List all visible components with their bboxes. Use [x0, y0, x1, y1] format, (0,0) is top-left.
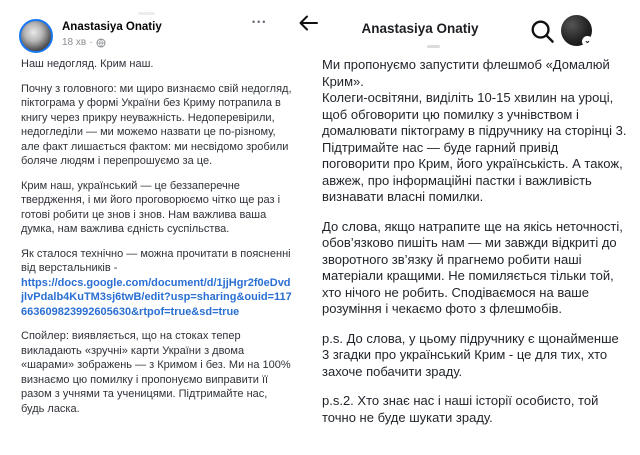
globe-icon — [96, 38, 106, 48]
author-avatar[interactable] — [19, 19, 53, 53]
post-paragraph: Почну з головного: ми щиро визнаємо свій недогляд, піктограма у формі України без Криму потрапила в книгу через прикру неуважність. Недоперевірили, недогледіли — ми можемо назвати це по-різному, але факт лишається фактом: ми несвідомо зробили боляче людям і перепрошуємо за це. — [21, 82, 292, 167]
post-paragraph: До слова, якщо натрапите ще на якісь неточності, обов’язково пишіть нам — ми завжди відкриті до зворотного зв’язку й прагнемо робити наші матеріали кращими. Не помиляється тільки той, хто нічого не робить. Сподіваємося на ваше розуміння і чекаємо фото з флешмобів. — [322, 218, 623, 316]
post-body — [21, 57, 293, 426]
chevron-down-icon: ⌄ — [582, 36, 593, 47]
search-icon[interactable] — [529, 18, 556, 45]
post-card — [0, 0, 300, 455]
post-paragraph: Спойлер: виявляється, що на стоках тепер викладають «зручні» карти України з двома «шарами» зображень — з Кримом і без. Ми на 100% визнаємо цю помилку і пропонуємо виправити її разом з учнями та ученицями. Підтримайте нас, будь ласка. — [21, 330, 291, 415]
scroll-handle — [138, 12, 155, 15]
post-paragraph: p.s. До слова, у цьому підручнику є щонайменше 3 згадки про український Крим - це для тих, хто захоче побачити зраду. — [322, 330, 619, 379]
post-paragraph: Як сталося технічно — можна прочитати в поясненні від верстальників - — [21, 247, 291, 274]
profile-avatar[interactable] — [561, 15, 592, 46]
post-paragraph: Колеги-освітяни, виділіть 10-15 хвилин на уроці, щоб обговорити цю помилку з учнівством і домалювати піктограму в підручнику на сторінці 3. Підтримайте нас — буде гарний привід поговорити про Крим, його українськість. А також, авжеж, про інформаційні пастки і важливість визнавати власні помилки. — [322, 90, 627, 204]
post-paragraph: p.s.2. Хто знає нас і наші історії особисто, той точно не буде шукати зраду. — [322, 393, 599, 425]
title-underline — [427, 45, 440, 48]
page-title[interactable]: Anastasiya Onatiy — [361, 21, 479, 36]
post-paragraph: Крим наш, український — це беззаперечне твердження, і ми його проговорюємо чітко ще раз і готові робити це знов і знов. Нам важлива ваша думка, нам важлива єдність суспільства. — [21, 179, 281, 235]
author-name[interactable]: Anastasiya Onatiy — [62, 21, 162, 33]
post-detail-body — [322, 57, 628, 439]
google-doc-link[interactable]: https://docs.google.com/document/d/1jjHgr2f0eDvdjlvPdalb4KuTM3sj6twB/edit?usp=sharing&ouid=117663609823992605630&rtpof=true&sd=true — [21, 276, 292, 318]
post-paragraph: Ми пропонуємо запустити флешмоб «Домалюй Крим». — [322, 57, 610, 89]
meta-separator: · — [89, 37, 93, 48]
post-detail-view — [290, 0, 640, 455]
post-paragraph: Наш недогляд. Крим наш. — [21, 58, 154, 70]
more-options-icon[interactable]: ••• — [252, 17, 268, 27]
post-meta — [62, 37, 106, 48]
post-timestamp: 18 хв — [62, 37, 87, 48]
